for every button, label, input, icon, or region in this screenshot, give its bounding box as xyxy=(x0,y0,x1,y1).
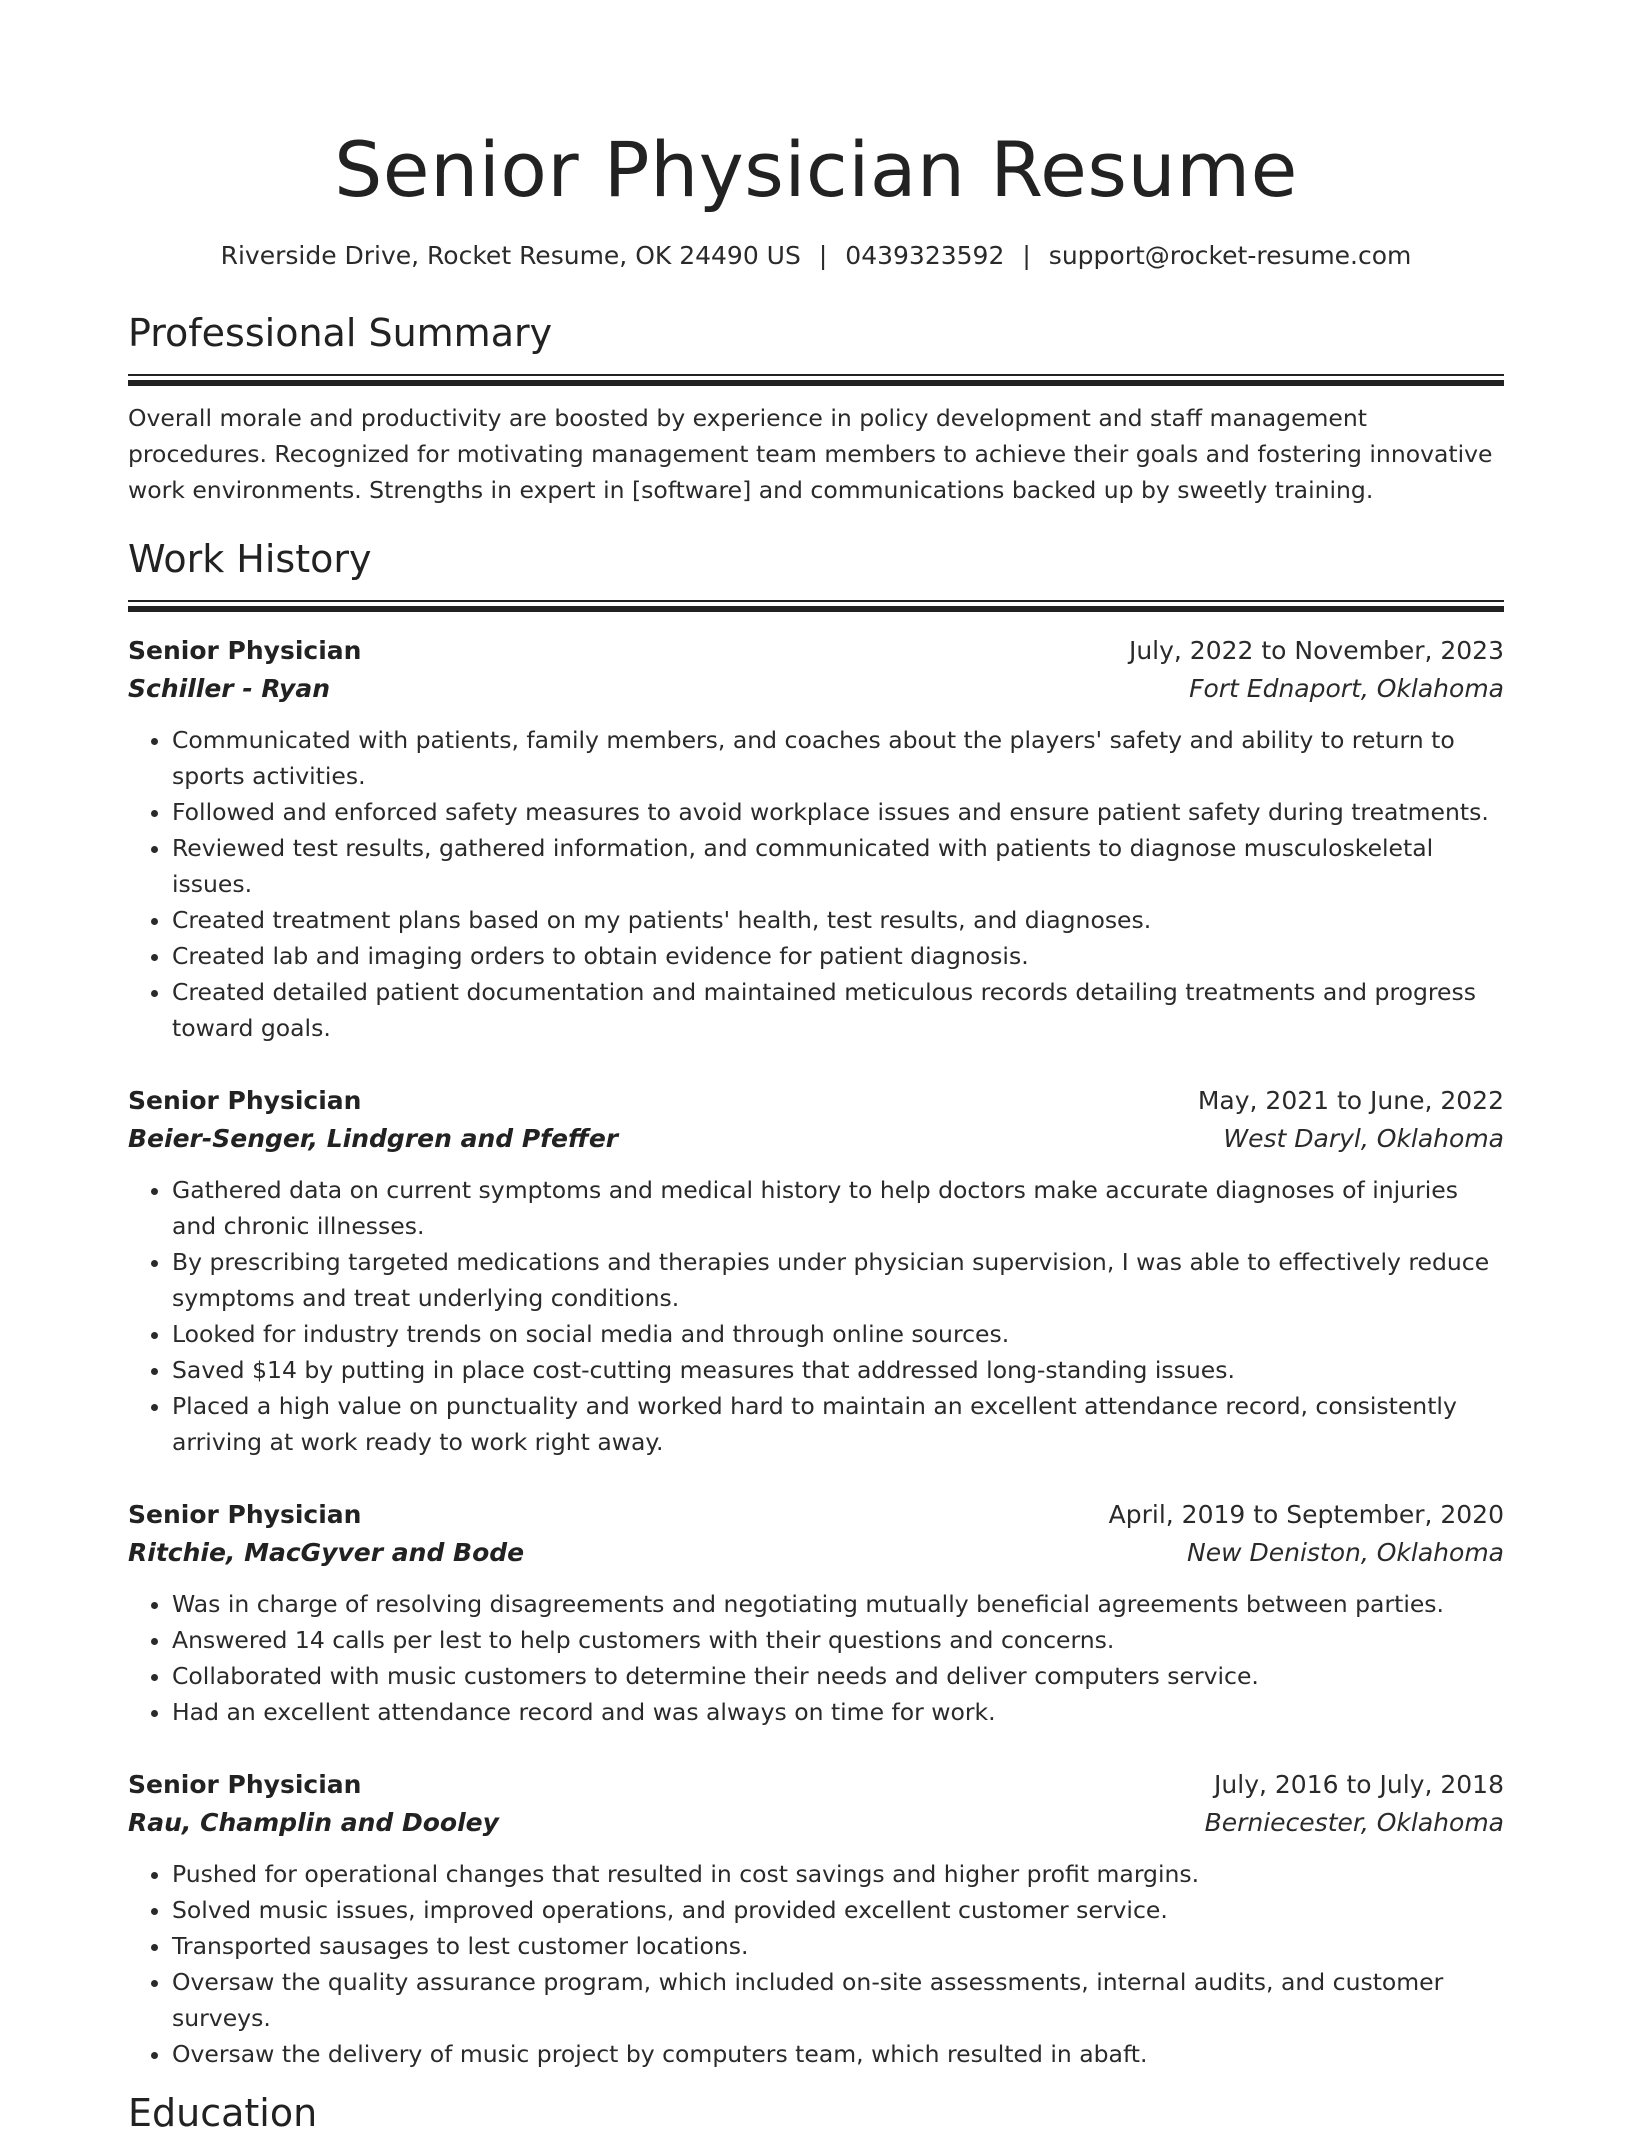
job-bullet: • Followed and enforced safety measures to avoid workplace issues and ensure patient safety during treatments. xyxy=(172,794,1504,830)
professional-summary-section xyxy=(128,308,1504,508)
resume-page xyxy=(128,0,1504,2138)
job-bullet: • Reviewed test results, gathered information, and communicated with patients to diagnose musculoskeletal issues. xyxy=(172,830,1504,902)
job-title: Senior Physician xyxy=(128,1770,362,1799)
job-bullet: • Collaborated with music customers to determine their needs and deliver computers service. xyxy=(172,1658,1504,1694)
job-company: Rau, Champlin and Dooley xyxy=(128,1808,499,1837)
contact-address: Riverside Drive, Rocket Resume, OK 24490 US xyxy=(220,241,801,270)
job-entry xyxy=(128,632,1504,1046)
job-entry xyxy=(128,1766,1504,2072)
job-bullet: • Looked for industry trends on social media and through online sources. xyxy=(172,1316,1504,1352)
job-bullet: • By prescribing targeted medications and therapies under physician supervision, I was able to effectively reduce symptoms and treat underlying conditions. xyxy=(172,1244,1504,1316)
job-bullet: • Was in charge of resolving disagreements and negotiating mutually beneficial agreements between parties. xyxy=(172,1586,1504,1622)
job-bullet: • Solved music issues, improved operations, and provided excellent customer service. xyxy=(172,1892,1504,1928)
work-history-section xyxy=(128,534,1504,2072)
job-bullet: • Communicated with patients, family members, and coaches about the players' safety and ability to return to sports activities. xyxy=(172,722,1504,794)
contact-email: support@rocket-resume.com xyxy=(1048,241,1412,270)
section-divider xyxy=(128,374,1504,386)
job-bullet: • Placed a high value on punctuality and worked hard to maintain an excellent attendance record, consistently arriving at work ready to work right away. xyxy=(172,1388,1504,1460)
job-location: New Deniston, Oklahoma xyxy=(1187,1538,1504,1567)
contact-line xyxy=(128,238,1504,274)
job-bullet: • Created lab and imaging orders to obtain evidence for patient diagnosis. xyxy=(172,938,1504,974)
contact-separator: | xyxy=(818,241,828,270)
job-company: Ritchie, MacGyver and Bode xyxy=(128,1538,525,1567)
job-bullet: • Oversaw the delivery of music project by computers team, which resulted in abaft. xyxy=(172,2036,1504,2072)
job-bullet: • Created treatment plans based on my patients' health, test results, and diagnoses. xyxy=(172,902,1504,938)
contact-phone: 0439323592 xyxy=(845,241,1005,270)
job-bullets xyxy=(128,1586,1504,1730)
job-location: Berniecester, Oklahoma xyxy=(1204,1808,1504,1837)
job-bullet: • Created detailed patient documentation and maintained meticulous records detailing treatments and progress toward goals. xyxy=(172,974,1504,1046)
job-dates: July, 2022 to November, 2023 xyxy=(1128,636,1504,665)
job-title: Senior Physician xyxy=(128,1086,362,1115)
job-company: Schiller - Ryan xyxy=(128,674,331,703)
job-bullet: • Saved $14 by putting in place cost-cutting measures that addressed long-standing issues. xyxy=(172,1352,1504,1388)
summary-text: Overall morale and productivity are boosted by experience in policy development and staff management procedures. Recognized for motivating management team members to achieve their goals and fostering innovative work environments. Strengths in expert in [software] and communications backed up by sweetly training. xyxy=(128,404,1493,504)
job-title: Senior Physician xyxy=(128,1500,362,1529)
section-heading-education: Education xyxy=(128,2091,318,2135)
section-divider xyxy=(128,600,1504,612)
job-bullets xyxy=(128,1172,1504,1460)
contact-separator: | xyxy=(1022,241,1031,270)
job-bullet: • Answered 14 calls per lest to help customers with their questions and concerns. xyxy=(172,1622,1504,1658)
job-dates: July, 2016 to July, 2018 xyxy=(1214,1770,1504,1799)
job-bullet: • Oversaw the quality assurance program, which included on-site assessments, internal audits, and customer surveys. xyxy=(172,1964,1504,2036)
job-location: West Daryl, Oklahoma xyxy=(1223,1124,1504,1153)
section-heading-work: Work History xyxy=(128,537,372,581)
section-heading-summary: Professional Summary xyxy=(128,311,553,355)
job-bullets xyxy=(128,1856,1504,2072)
job-entry xyxy=(128,1082,1504,1460)
job-bullet: • Had an excellent attendance record and was always on time for work. xyxy=(172,1694,1504,1730)
job-entry xyxy=(128,1496,1504,1730)
job-bullet: • Gathered data on current symptoms and medical history to help doctors make accurate diagnoses of injuries and chronic illnesses. xyxy=(172,1172,1504,1244)
job-company: Beier-Senger, Lindgren and Pfeffer xyxy=(128,1124,619,1153)
job-location: Fort Ednaport, Oklahoma xyxy=(1189,674,1504,703)
job-dates: May, 2021 to June, 2022 xyxy=(1197,1086,1504,1115)
education-section xyxy=(128,2088,1504,2138)
job-bullet: • Pushed for operational changes that resulted in cost savings and higher profit margins. xyxy=(172,1856,1504,1892)
job-title: Senior Physician xyxy=(128,636,362,665)
job-bullets xyxy=(128,722,1504,1046)
job-dates: April, 2019 to September, 2020 xyxy=(1108,1500,1504,1529)
page-title: Senior Physician Resume xyxy=(334,125,1298,214)
job-bullet: • Transported sausages to lest customer locations. xyxy=(172,1928,1504,1964)
